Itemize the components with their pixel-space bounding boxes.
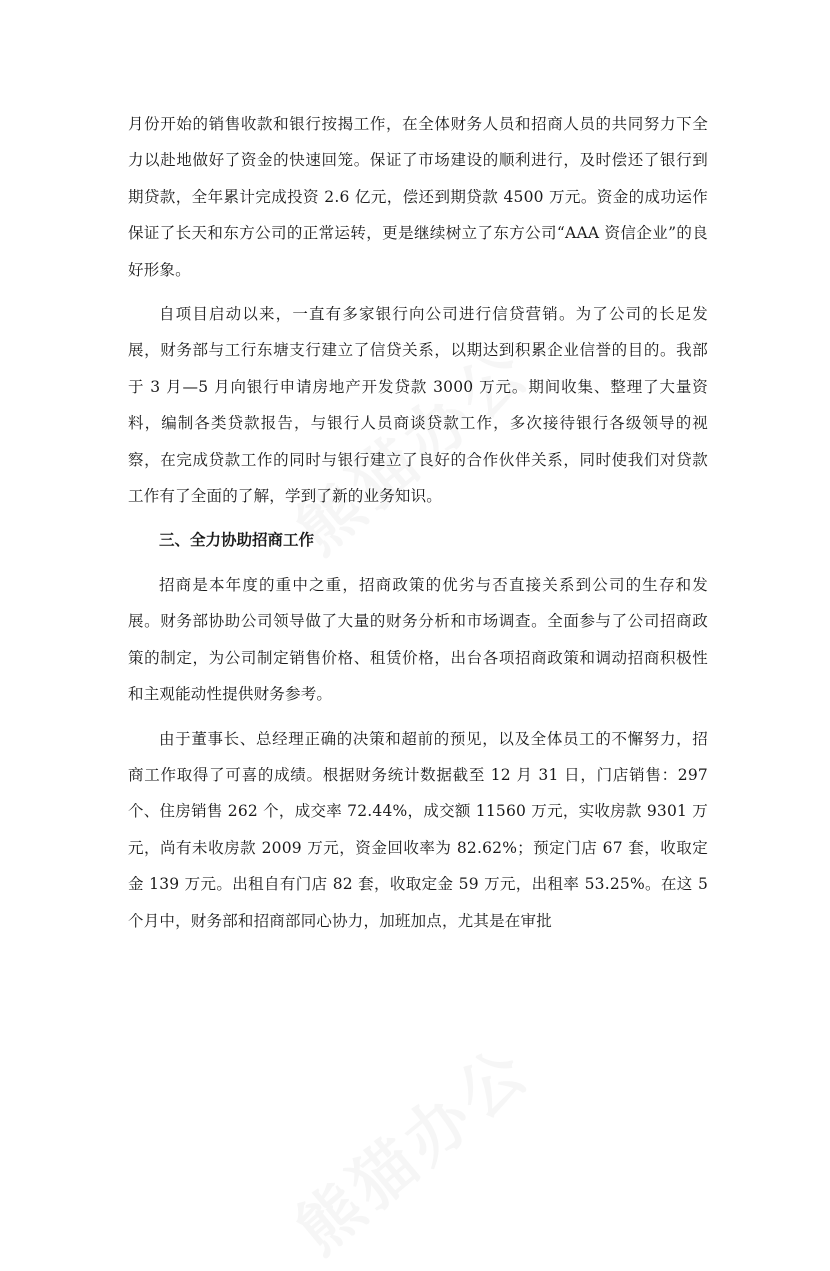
section-heading-investment-support: 三、全力协助招商工作 — [159, 530, 315, 550]
paragraph-fund-collection: 月份开始的销售收款和银行按揭工作，在全体财务人员和招商人员的共同努力下全力以赴地做好了资金的快速回笼。保证了市场建设的顺利进行，及时偿还了银行到期贷款，全年累计完成投资 2.6 亿元，偿还到期贷款 4500 万元。资金的成功运作保证了长天和东方公司的正常运转，更是继续树立了东方公司“AAA 资信企业”的良好形象。 — [128, 115, 708, 279]
watermark — [273, 1021, 547, 1271]
paragraph-investment-policy: 招商是本年度的重中之重，招商政策的优劣与否直接关系到公司的生存和发展。财务部协助公司领导做了大量的财务分析和市场调查。全面参与了公司招商政策的制定，为公司制定销售价格、租赁价格，出台各项招商政策和调动招商积极性和主观能动性提供财务参考。 — [128, 575, 708, 704]
paragraph-bank-credit: 自项目启动以来，一直有多家银行向公司进行信贷营销。为了公司的长足发展，财务部与工行东塘支行建立了信贷关系，以期达到积累企业信誉的目的。我部于 3 月—5 月向银行申请房地产开发贷款 3000 万元。期间收集、整理了大量资料，编制各类贷款报告，与银行人员商谈贷款工作，多次接待银行各级领导的视察，在完成贷款工作的同时与银行建立了良好的合作伙伴关系，同时使我们对贷款工作有了全面的了解，学到了新的业务知识。 — [128, 305, 708, 506]
paragraph-sales-results: 由于董事长、总经理正确的决策和超前的预见，以及全体员工的不懈努力，招商工作取得了可喜的成绩。根据财务统计数据截至 12 月 31 日，门店销售：297 个、住房销售 262 个，成交率 72.44%，成交额 11560 万元，实收房款 9301 万元，尚有未收房款 2009 万元，资金回收率为 82.62%；预定门店 67 套，收取定金 139 万元。出租自有门店 82 套，收取定金 59 万元，出租率 53.25%。在这 5 个月中，财务部和招商部同心协力，加班加点，尤其是在审批 — [128, 729, 708, 930]
document-body — [128, 106, 708, 939]
